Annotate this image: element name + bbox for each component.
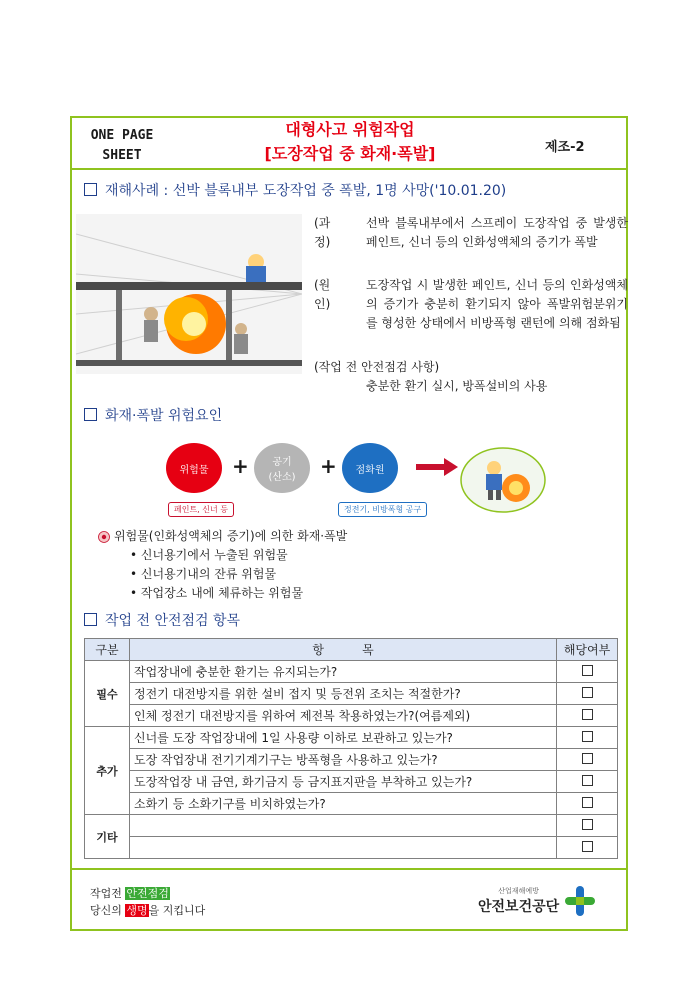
footer-divider — [70, 868, 628, 870]
check-box[interactable] — [582, 819, 593, 830]
ignition-tag: 정전기, 비방폭형 공구 — [338, 502, 427, 517]
bullet-item: • 신너용기에서 누출된 위험물 — [130, 548, 288, 562]
bullet-item: • 작업장소 내에 체류하는 위험물 — [130, 586, 304, 600]
header-divider — [70, 168, 628, 170]
category-additional: 추가 — [85, 727, 130, 815]
plus-icon: + — [320, 454, 337, 478]
case-section-heading: 재해사례 : 선박 블록내부 도장작업 중 폭발, 1명 사망('10.01.20) — [84, 180, 506, 200]
risk-section-heading: 화재·폭발 위험요인 — [84, 405, 222, 425]
precheck-text: 충분한 환기 실시, 방폭설비의 사용 — [366, 379, 548, 393]
arrow-right-icon — [416, 456, 458, 478]
hazard-tag: 페인트, 신너 등 — [168, 502, 234, 517]
checklist-table — [84, 638, 618, 859]
process-text: 선박 블록내부에서 스프레이 도장작업 중 발생한 페인트, 신너 등의 인화성액체의 증기가 폭발 — [366, 216, 628, 249]
check-item: 작업장내에 충분한 환기는 유지되는가? — [130, 661, 557, 683]
accident-illustration — [76, 214, 302, 374]
footer-slogan: 작업전 안전점검 당신의 생명을 지킵니다 — [90, 887, 206, 917]
check-item: 신너를 도장 작업장내에 1일 사용량 이하로 보관하고 있는가? — [130, 727, 557, 749]
ignition-circle: 점화원 — [342, 443, 398, 493]
check-box[interactable] — [582, 841, 593, 852]
check-item-empty — [130, 837, 557, 859]
check-box[interactable] — [582, 731, 593, 742]
table-header-row — [85, 639, 618, 661]
table-row — [85, 705, 618, 727]
column-header-item: 항 목 — [130, 639, 557, 661]
check-box[interactable] — [582, 687, 593, 698]
warning-bullet-icon — [98, 531, 110, 543]
precheck-block — [314, 358, 634, 396]
precheck-label: (작업 전 안전점검 사항) — [314, 360, 440, 374]
sheet-code: 제조-2 — [545, 140, 585, 155]
table-row — [85, 749, 618, 771]
table-row — [85, 837, 618, 859]
check-item: 소화기 등 소화기구를 비치하였는가? — [130, 793, 557, 815]
explosion-illustration — [460, 446, 546, 514]
table-row — [85, 727, 618, 749]
bullet-main: 위험물(인화성액체의 증기)에 의한 화재·폭발 — [110, 527, 347, 546]
air-circle: 공기 (산소) — [254, 443, 310, 493]
check-box[interactable] — [582, 753, 593, 764]
checkbox-square-icon — [84, 408, 97, 421]
plus-icon: + — [232, 454, 249, 478]
checklist-section-heading: 작업 전 안전점검 항목 — [84, 610, 240, 630]
one-page-sheet-label: ONE PAGE SHEET — [90, 128, 154, 163]
check-item: 정전기 대전방지를 위한 설비 접지 및 등전위 조치는 적절한가? — [130, 683, 557, 705]
checkbox-square-icon — [84, 613, 97, 626]
column-header-category: 구분 — [85, 639, 130, 661]
kosha-logo: 산업재해예방 안전보건공단 — [478, 884, 597, 918]
check-box[interactable] — [582, 709, 593, 720]
table-row — [85, 793, 618, 815]
check-item: 도장 작업장내 전기기계기구는 방폭형을 사용하고 있는가? — [130, 749, 557, 771]
column-header-check: 해당여부 — [557, 639, 618, 661]
check-box[interactable] — [582, 775, 593, 786]
kosha-cross-icon — [563, 884, 597, 918]
category-other: 기타 — [85, 815, 130, 859]
bullet-item: • 신너용기내의 잔류 위험물 — [130, 567, 277, 581]
table-row — [85, 771, 618, 793]
check-item-empty — [130, 815, 557, 837]
page-title: 대형사고 위험작업 [도장작업 중 화재·폭발] — [264, 120, 436, 163]
check-box[interactable] — [582, 797, 593, 808]
checkbox-square-icon — [84, 183, 97, 196]
table-row — [85, 661, 618, 683]
table-row — [85, 683, 618, 705]
cause-text: 도장작업 시 발생한 페인트, 신너 등의 인화성액체의 증기가 충분히 환기되지 않아 폭발위험분위기를 형성한 상태에서 비방폭형 랜턴에 의해 점화됨 — [366, 278, 628, 330]
check-box[interactable] — [582, 665, 593, 676]
hazard-bullets — [110, 527, 347, 603]
table-row — [85, 815, 618, 837]
check-item: 도장작업장 내 금연, 화기금지 등 금지표지판을 부착하고 있는가? — [130, 771, 557, 793]
category-required: 필수 — [85, 661, 130, 727]
check-item: 인체 정전기 대전방지를 위하여 제전복 착용하였는가?(여름제외) — [130, 705, 557, 727]
hazard-circle: 위험물 — [166, 443, 222, 493]
